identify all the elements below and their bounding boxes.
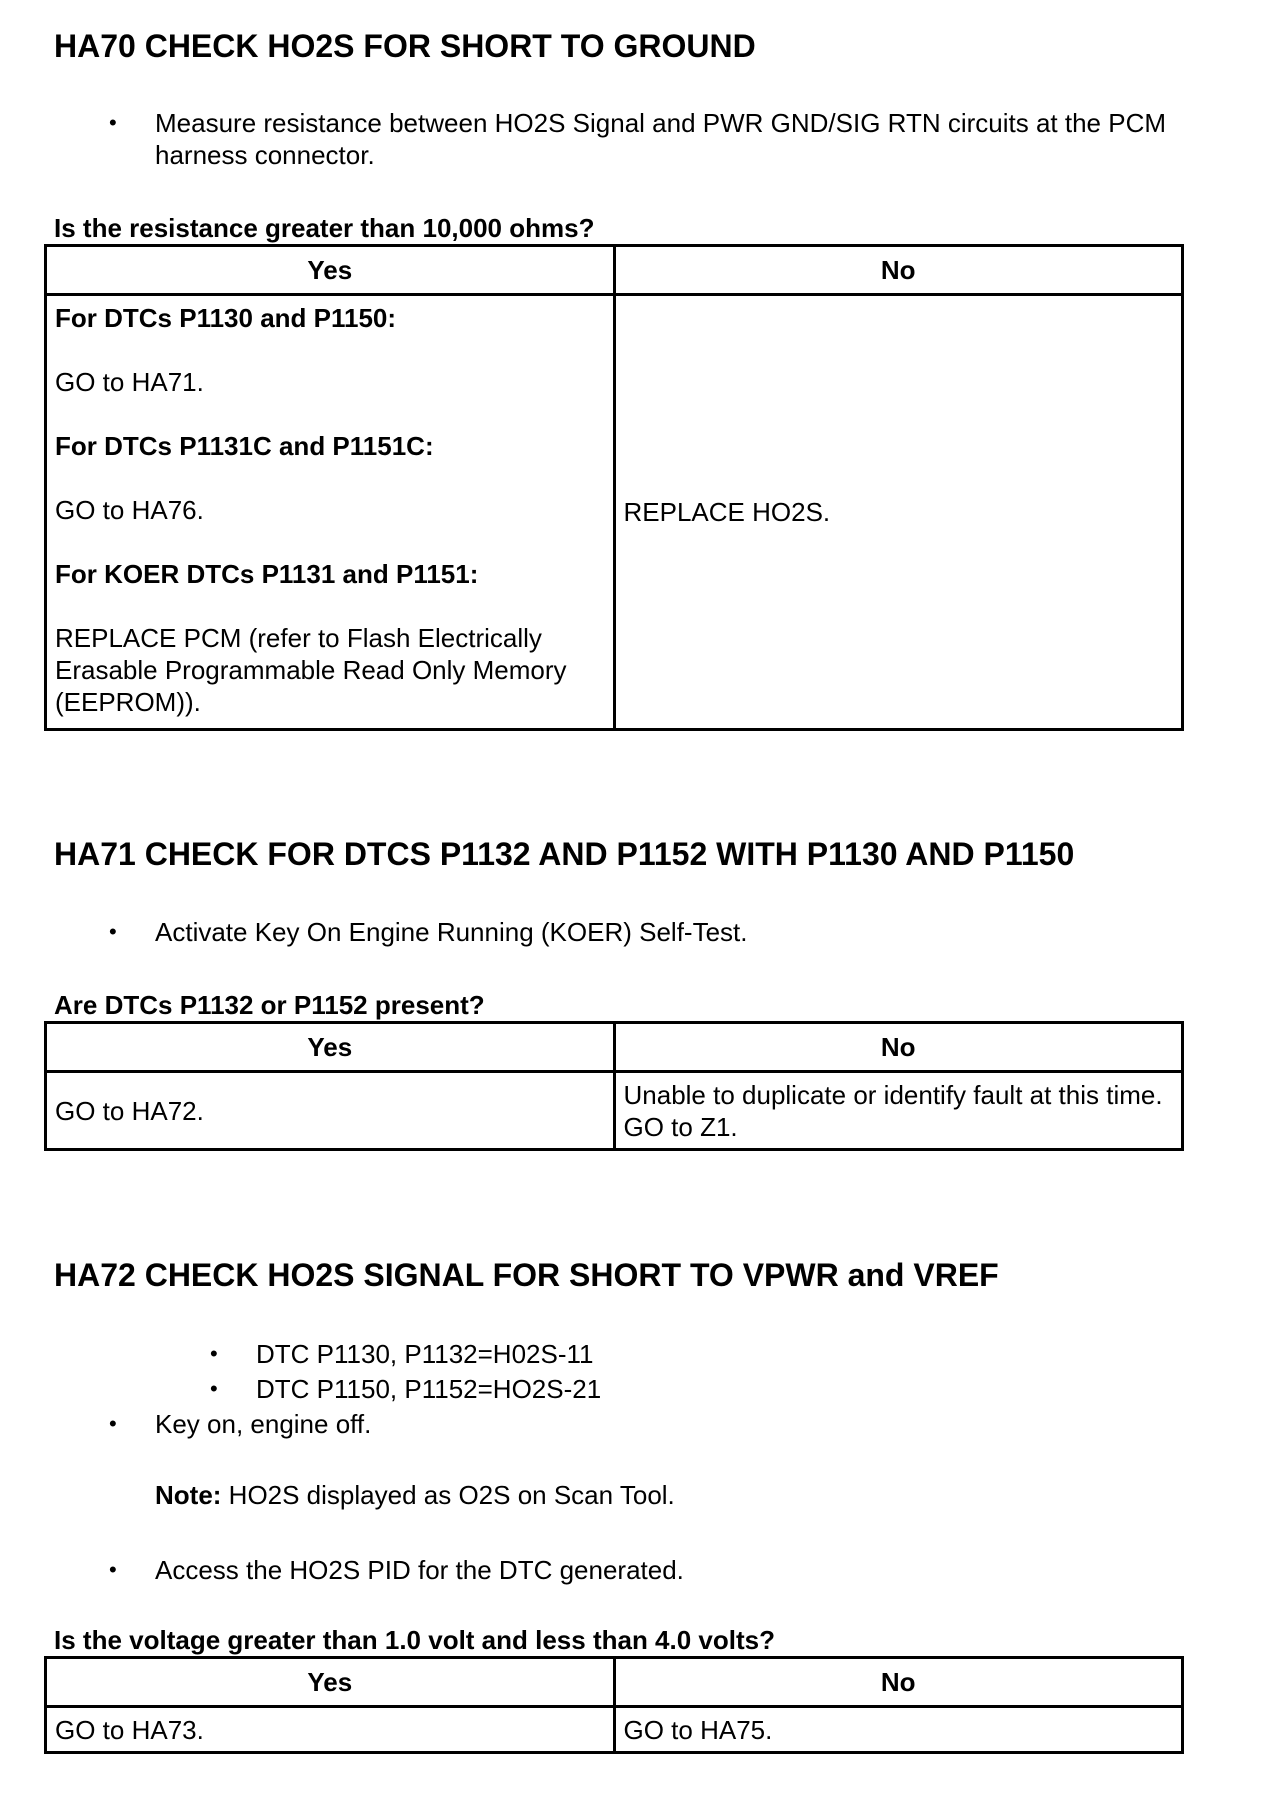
yes-cell: GO to HA72. xyxy=(46,1072,615,1150)
decision-table-ha70 xyxy=(44,244,1184,731)
no-header: No xyxy=(614,1023,1183,1072)
bullet-item: • Measure resistance between HO2S Signal and PWR GND/SIG RTN circuits at the PCM harness connector. xyxy=(109,108,1167,170)
yes-header: Yes xyxy=(46,1023,615,1072)
yes-cell: GO to HA73. xyxy=(46,1707,615,1753)
yes-cell xyxy=(46,295,615,730)
bullet-icon: • xyxy=(109,1557,117,1582)
yes-line: REPLACE PCM (refer to Flash Electrically Erasable Programmable Read Only Memory (EEPROM)). xyxy=(55,623,567,717)
no-header: No xyxy=(614,1658,1183,1707)
question-ha71: Are DTCs P1132 or P1152 present? xyxy=(54,990,485,1020)
note xyxy=(155,1479,1055,1511)
no-cell: REPLACE HO2S. xyxy=(614,295,1183,730)
section-title-ha71: HA71 CHECK FOR DTCS P1132 AND P1152 WITH P1130 AND P1150 xyxy=(54,836,1075,872)
decision-table-ha72 xyxy=(44,1656,1184,1754)
bullet-icon: • xyxy=(210,1376,218,1401)
no-cell: Unable to duplicate or identify fault at this time. GO to Z1. xyxy=(614,1072,1183,1150)
section-title-ha70: HA70 CHECK HO2S FOR SHORT TO GROUND xyxy=(54,28,756,64)
yes-header: Yes xyxy=(46,246,615,295)
bullet-item: • Key on, engine off. xyxy=(109,1409,372,1439)
yes-line: GO to HA71. xyxy=(55,367,204,397)
yes-line: For DTCs P1131C and P1151C: xyxy=(55,431,434,461)
bullet-icon: • xyxy=(210,1341,218,1366)
yes-line: For KOER DTCs P1131 and P1151: xyxy=(55,559,479,589)
no-cell: GO to HA75. xyxy=(614,1707,1183,1753)
note-text: HO2S displayed as O2S on Scan Tool. xyxy=(221,1480,675,1510)
yes-line: For DTCs P1130 and P1150: xyxy=(55,303,397,333)
yes-line: GO to HA76. xyxy=(55,495,204,525)
question-ha70: Is the resistance greater than 10,000 ohms? xyxy=(54,213,595,243)
bullet-item: • Activate Key On Engine Running (KOER) Self-Test. xyxy=(109,917,748,947)
decision-table-ha71 xyxy=(44,1021,1184,1151)
sub-bullet-item: • DTC P1150, P1152=HO2S-21 xyxy=(210,1374,602,1404)
note-label: Note: xyxy=(155,1480,222,1510)
section-title-ha72: HA72 CHECK HO2S SIGNAL FOR SHORT TO VPWR and VREF xyxy=(54,1257,999,1293)
sub-bullet-item: • DTC P1130, P1132=H02S-11 xyxy=(210,1339,594,1369)
bullet-icon: • xyxy=(109,1411,117,1436)
no-header: No xyxy=(614,246,1183,295)
yes-header: Yes xyxy=(46,1658,615,1707)
bullet-icon: • xyxy=(109,919,117,944)
bullet-item: • Access the HO2S PID for the DTC generated. xyxy=(109,1555,684,1585)
bullet-icon: • xyxy=(109,110,117,135)
question-ha72: Is the voltage greater than 1.0 volt and less than 4.0 volts? xyxy=(54,1625,775,1655)
